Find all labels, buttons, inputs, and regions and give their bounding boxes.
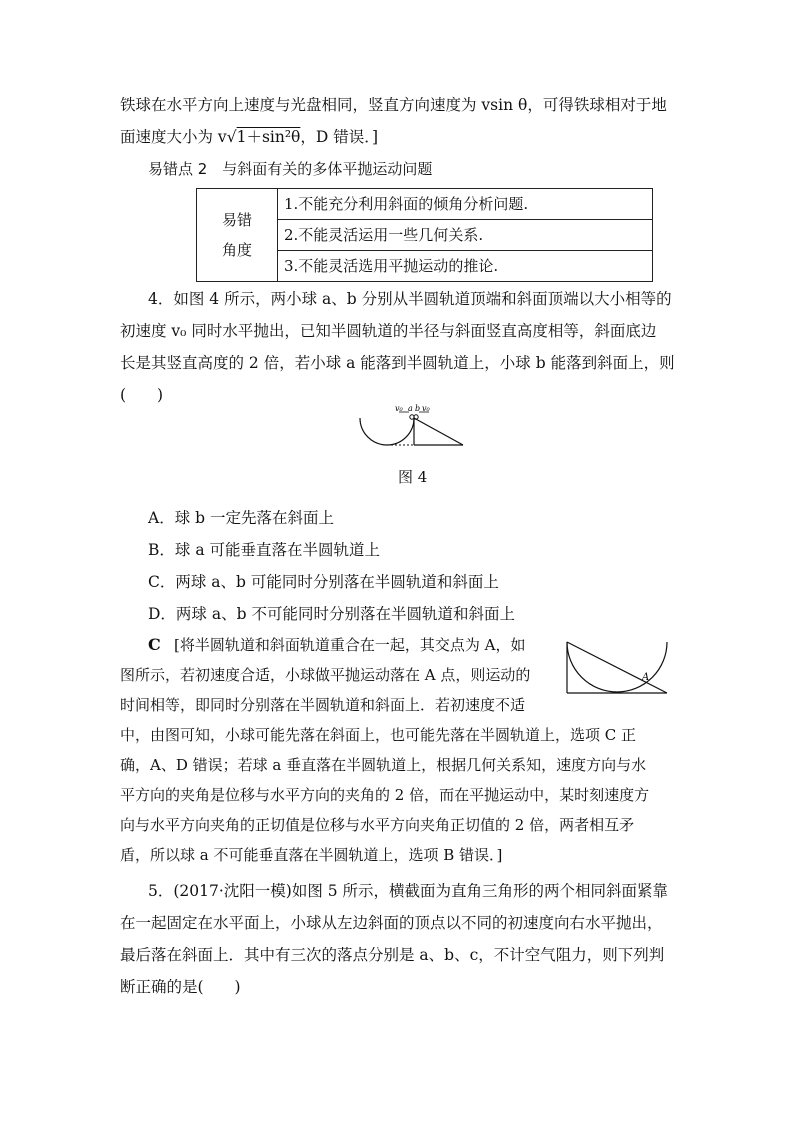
section-heading: 易错点 2 与斜面有关的多体平抛运动问题 xyxy=(148,160,433,178)
incline-slope xyxy=(567,642,667,693)
answer-line: 平方向的夹角是位移与水平方向的夹角的 2 倍，而在平抛运动中，某时刻速度方 xyxy=(120,786,650,804)
answer-figure xyxy=(562,636,674,698)
question-line: 断正确的是( ) xyxy=(120,978,241,996)
label-a: a xyxy=(408,404,413,413)
answer-line: 中，由图可知，小球可能先落在斜面上，也可能先落在半圆轨道上，选项 C 正 xyxy=(120,726,637,744)
label-v0-left: v₀ xyxy=(395,404,403,413)
answer-line: 向与水平方向夹角的正切值是位移与水平方向夹角正切值的 2 倍，两者相互矛 xyxy=(120,816,635,834)
label-v0-right: v₀ xyxy=(422,404,430,413)
question-line: 5．(2017·沈阳一模)如图 5 所示，横截面为直角三角形的两个相同斜面紧靠 xyxy=(148,882,669,900)
table-header-line: 角度 xyxy=(221,241,252,259)
option-c: C．两球 a、b 可能同时分别落在半圆轨道和斜面上 xyxy=(148,573,499,591)
label-a-point: A xyxy=(642,672,650,683)
text-span: 面速度大小为 v xyxy=(120,128,227,146)
answer-line: 确，A、D 错误；若球 a 垂直落在半圆轨道上，根据几何关系知，速度方向与水 xyxy=(120,756,647,774)
sqrt-content: 1＋sin²θ xyxy=(236,128,301,146)
text-line xyxy=(120,126,378,148)
text-line: 铁球在水平方向上速度与光盘相同，竖直方向速度为 vsin θ，可得铁球相对于地 xyxy=(120,96,667,114)
incline-slope xyxy=(414,418,463,445)
question-line: 4．如图 4 所示，两小球 a、b 分别从半圆轨道顶端和斜面顶端以大小相等的 xyxy=(148,290,672,308)
question-line: 长是其竖直高度的 2 倍，若小球 a 能落到半圆轨道上，小球 b 能落到斜面上，则 xyxy=(120,354,675,372)
figure-4 xyxy=(355,404,470,456)
answer-line: 盾，所以球 a 不可能垂直落在半圆轨道上，选项 B 错误．] xyxy=(120,846,503,864)
option-b: B．球 a 可能垂直落在半圆轨道上 xyxy=(148,541,380,559)
semicircle-track xyxy=(360,418,414,445)
label-b: b xyxy=(415,404,421,413)
question-line: ( ) xyxy=(120,386,164,404)
option-d: D．两球 a、b 不可能同时分别落在半圆轨道和斜面上 xyxy=(148,605,515,623)
text-span: ，D 错误．] xyxy=(300,128,379,146)
question-line: 最后落在斜面上．其中有三次的落点分别是 a、b、c，不计空气阻力，则下列判 xyxy=(120,946,665,964)
question-line: 在一起固定在水平面上，小球从左边斜面的顶点以不同的初速度向右水平抛出， xyxy=(120,914,663,932)
table-cell: 2.不能灵活运用一些几何关系. xyxy=(278,220,653,251)
option-a: A．球 b 一定先落在斜面上 xyxy=(148,509,334,527)
table-header-line: 易错 xyxy=(221,211,252,229)
answer-letter: C xyxy=(148,635,161,654)
table-header-cell xyxy=(197,189,278,282)
table-cell: 1.不能充分利用斜面的倾角分析问题. xyxy=(278,189,653,220)
error-angle-table xyxy=(196,188,653,282)
answer-line: [将半圆轨道和斜面轨道重合在一起，其交点为 A，如 xyxy=(174,636,526,654)
answer-line: 时间相等，即同时分别落在半圆轨道和斜面上．若初速度不适 xyxy=(120,696,526,714)
answer-line: 图所示，若初速度合适，小球做平抛运动落在 A 点，则运动的 xyxy=(120,666,531,684)
question-line: 初速度 v₀ 同时水平抛出，已知半圆轨道的半径与斜面竖直高度相等，斜面底边 xyxy=(120,322,657,340)
sqrt-sign: √ xyxy=(226,128,237,146)
figure-caption: 图 4 xyxy=(398,468,428,486)
table-cell: 3.不能灵活选用平抛运动的推论. xyxy=(278,251,653,282)
